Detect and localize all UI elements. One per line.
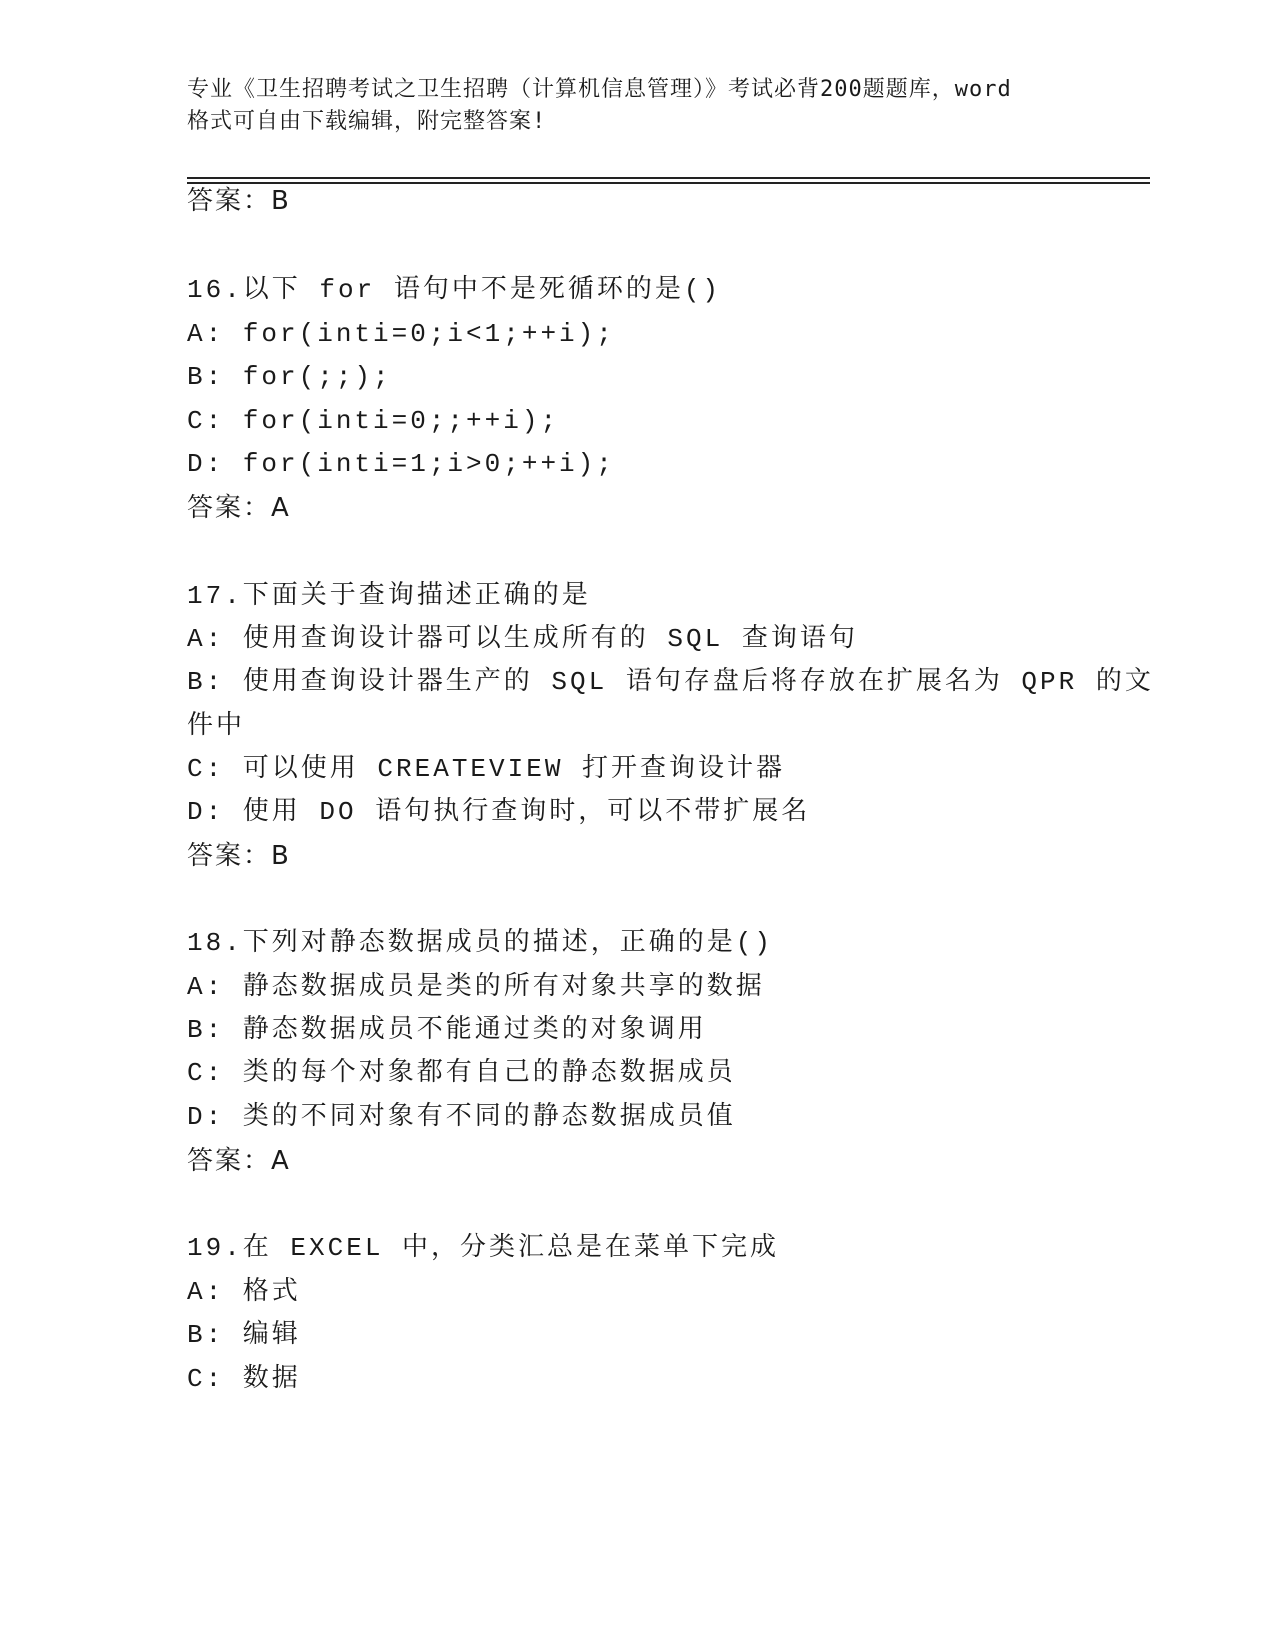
question-18-stem: 18.下列对静态数据成员的描述，正确的是()	[187, 928, 774, 958]
previous-answer: 答案：B	[187, 186, 291, 216]
question-19-option-a: A: 格式	[187, 1277, 301, 1307]
question-16-option-d: D: for(inti=1;i>0;++i);	[187, 449, 615, 479]
question-18-option-d: D: 类的不同对象有不同的静态数据成员值	[187, 1102, 736, 1132]
question-16-stem: 16.以下 for 语句中不是死循环的是()	[187, 275, 722, 305]
header-divider-top	[187, 177, 1150, 179]
question-18-option-b: B: 静态数据成员不能通过类的对象调用	[187, 1015, 707, 1045]
question-19-option-b: B: 编辑	[187, 1320, 301, 1350]
question-19-option-c: C: 数据	[187, 1364, 301, 1394]
question-17-option-d: D: 使用 DO 语句执行查询时，可以不带扩展名	[187, 797, 811, 827]
question-17-option-c: C: 可以使用 CREATEVIEW 打开查询设计器	[187, 754, 786, 784]
question-16-answer: 答案：A	[187, 493, 291, 523]
question-19-stem: 19.在 EXCEL 中，分类汇总是在菜单下完成	[187, 1233, 780, 1263]
question-17-answer: 答案：B	[187, 841, 291, 871]
question-17-option-b: B: 使用查询设计器生产的 SQL 语句存盘后将存放在扩展名为 QPR 的文	[187, 667, 1154, 697]
question-17-option-b-cont: 件中	[187, 711, 246, 741]
header-line-2: 格式可自由下载编辑，附完整答案!	[187, 109, 547, 134]
document-header	[187, 74, 1087, 138]
question-17-option-a: A: 使用查询设计器可以生成所有的 SQL 查询语句	[187, 624, 858, 654]
question-16-option-c: C: for(inti=0;;++i);	[187, 406, 560, 436]
question-16-option-b: B: for(;;);	[187, 362, 392, 392]
header-line-1: 专业《卫生招聘考试之卫生招聘（计算机信息管理）》考试必背200题题库，word	[187, 77, 1012, 102]
question-17-stem: 17.下面关于查询描述正确的是	[187, 581, 591, 611]
question-18-option-a: A: 静态数据成员是类的所有对象共享的数据	[187, 972, 765, 1002]
question-18-answer: 答案：A	[187, 1146, 291, 1176]
header-divider-bottom	[187, 182, 1150, 184]
question-18-option-c: C: 类的每个对象都有自己的静态数据成员	[187, 1058, 736, 1088]
question-16-option-a: A: for(inti=0;i<1;++i);	[187, 319, 615, 349]
